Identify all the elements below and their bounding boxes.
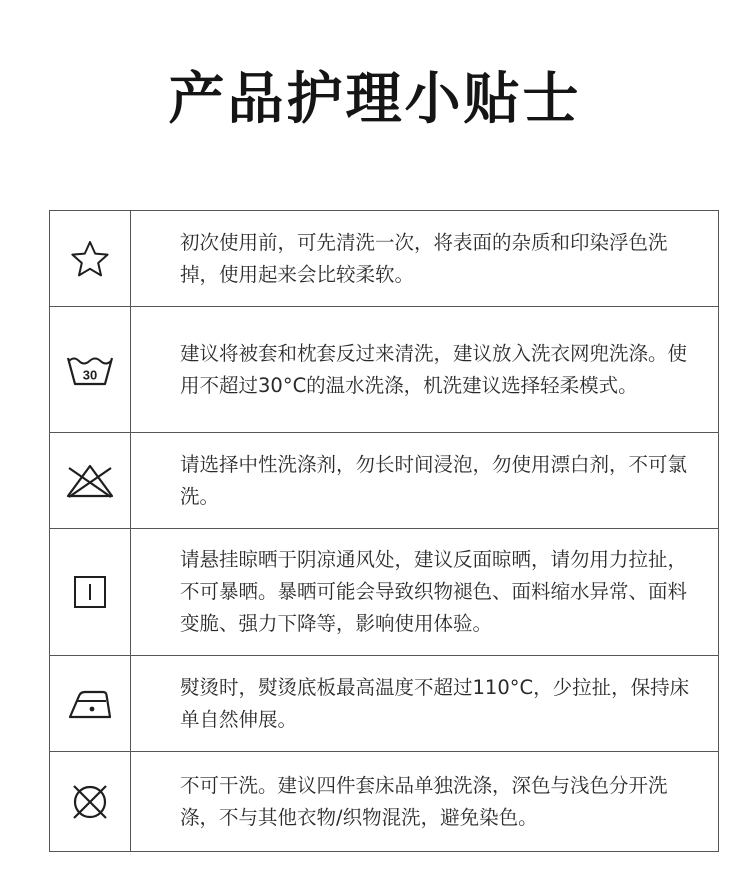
no-bleach-icon <box>65 463 115 499</box>
care-text: 初次使用前，可先清洗一次，将表面的杂质和印染浮色洗掉，使用起来会比较柔软。 <box>180 230 668 286</box>
care-row-detergent <box>50 433 718 529</box>
no-dry-clean-icon <box>69 781 111 823</box>
page-title: 产品护理小贴士 <box>168 67 582 132</box>
care-text: 熨烫时，熨烫底板最高温度不超过110°C，少拉扯，保持床单自然伸展。 <box>180 675 690 731</box>
care-row-washing <box>50 307 718 433</box>
care-row-first-use <box>50 211 718 307</box>
wash-temperature-label: 30 <box>82 367 98 382</box>
care-text: 请选择中性洗涤剂，勿长时间浸泡，勿使用漂白剂，不可氯洗。 <box>180 452 688 508</box>
care-row-dry-clean <box>50 752 718 851</box>
care-instructions-table <box>49 210 719 852</box>
care-text: 建议将被套和枕套反过来清洗，建议放入洗衣网兜洗涤。使用不超过30°C的温水洗涤，机洗建议选择轻柔模式。 <box>180 341 688 397</box>
care-row-drying <box>50 529 718 656</box>
star-icon <box>69 239 111 279</box>
care-row-ironing <box>50 656 718 752</box>
care-text: 请悬挂晾晒于阴凉通风处，建议反面晾晒，请勿用力拉扯，不可暴晒。暴晒可能会导致织物褪色、面料缩水异常、面料变脆、强力下降等，影响使用体验。 <box>180 548 688 635</box>
iron-low-icon <box>65 687 115 721</box>
line-dry-shade-icon <box>72 574 108 610</box>
wash-30-icon <box>65 352 115 388</box>
care-text: 不可干洗。建议四件套床品单独洗涤，深色与浅色分开洗涤，不与其他衣物/织物混洗，避免染色。 <box>180 773 668 829</box>
